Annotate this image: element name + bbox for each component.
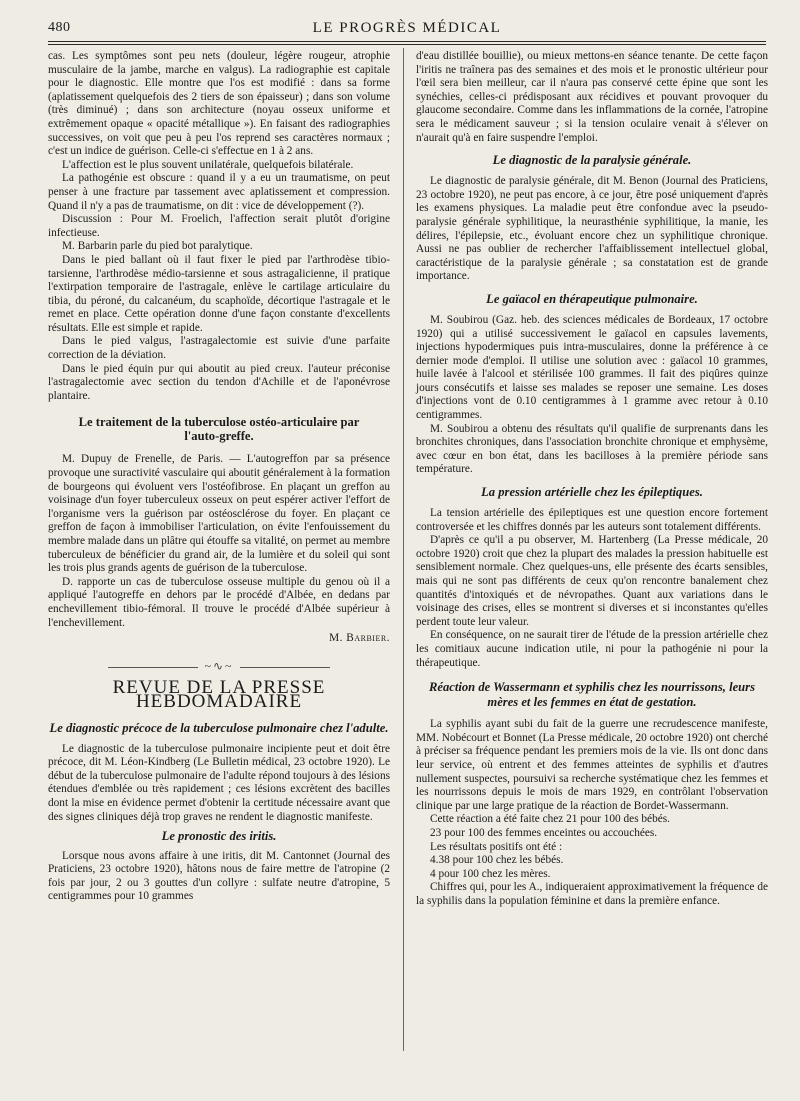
paragraph: Discussion : Pour M. Froelich, l'affection serait plutôt d'origine infectieuse. bbox=[48, 213, 390, 239]
paragraph: M. Dupuy de Frenelle, de Paris. — L'autogreffon par sa présence provoque une suractivité vasculaire qui aboutit généralement à la formation de bourgeons qui évoluent vers l'ostéofibrose. En plaçant un greffon au voisinage d'un foyer tuberculeux osseux on peut espérer activer l'effort de l'organisme vers la guérison par ostéosclérose du foyer. En plaçant ce greffon de façon à immobiliser l'articulation, on évite l'enfouissement du membre malade dans un plâtre qui étouffe sa vitalité, on permet au membre tuberculeux de bénéficier du grand air, de la lumière et du soleil qui sont les trois plus grands agents de guérison de la tuberculose. bbox=[48, 453, 390, 575]
paragraph: Cette réaction a été faite chez 21 pour 100 des bébés. bbox=[430, 813, 670, 826]
paragraph: D. rapporte un cas de tuberculose osseuse multiple du genou où il a appliqué l'autogreffe en dehors par le procédé d'Albée, en dedans par enchevillement tibio-fémoral. Il trouve le procédé d'Albée supérieur à l'enchevillement. bbox=[48, 575, 390, 629]
paragraph: Dans le pied ballant où il faut fixer le pied par l'arthrodèse tibio-tarsienne, l'arthrodèse médio-tarsienne et sous astragalicienne, il pratique l'extirpation temporaire de l'astragale, enlève le cartilage articulaire du tibia, du péroné, du calcanéum, du scaphoïde, décortique l'astragale et le remet en place. Cette opération donne d'une façon constante d'excellents résultats. Elle est simple et rapide. bbox=[48, 253, 390, 334]
paragraph: 4.38 pour 100 chez les bébés. bbox=[430, 854, 564, 867]
left-column bbox=[48, 50, 390, 904]
paragraph: L'affection est le plus souvent unilatérale, quelquefois bilatérale. bbox=[62, 158, 354, 171]
revue-title: REVUE DE LA PRESSE HEBDOMADAIRE bbox=[112, 677, 326, 712]
paragraph: cas. Les symptômes sont peu nets (douleur, légère rougeur, atrophie musculaire de la jambe, marche en valgus). La radiographie est capitale pour le diagnostic. Elle montre que l'os est modifié : dans sa forme (aplatissement quelquefois des 2 tiers de son épaisseur) ; dans son volume (très diminué) ; dans son architecture (noyau osseux uniforme et extrêmement opaque « opacité métallique »). En faisant des radiographies successives, on voit que peu à peu l'os reprend ses caractères normaux ; c'est un indice de guérison. Celle-ci s'effectue en 1 à 2 ans. bbox=[48, 50, 390, 158]
paragraph: Le diagnostic de la tuberculose pulmonaire incipiente peut et doit être précoce, dit M. Léon-Kindberg (Le Bulletin médical, 23 octobre 1920). Le début de la tuberculose pulmonaire de l'adulte répond toujours à des lésions étendues d'emblée ou très rapidement ; ces lésions excrètent des bacilles dont la mise en évidence permet d'obtenir la certitude nécessaire avant que des signes cliniques déjà trop graves ne rendent le diagnostic manifeste. bbox=[48, 742, 390, 823]
paragraph: Chiffres qui, pour les A., indiqueraient approximativement la fréquence de la syphilis dans la population féminine et dans la première enfance. bbox=[416, 881, 768, 907]
section-heading: Le gaïacol en thérapeutique pulmonaire. bbox=[486, 291, 698, 306]
paragraph: En conséquence, on ne saurait tirer de l'étude de la pression artérielle chez les comitiaux aucune indication utile, ni pour la pathogénie ni pour la thérapeutique. bbox=[416, 629, 768, 669]
paragraph: La tension artérielle des épileptiques est une question encore fortement controversée et les chiffres donnés par les auteurs sont totalement différents. bbox=[416, 507, 768, 533]
section-heading: Réaction de Wassermann et syphilis chez les nourrissons, leurs mères et les femmes en état de gestation. bbox=[429, 680, 755, 710]
page-header bbox=[48, 20, 766, 40]
section-heading: Le traitement de la tuberculose ostéo-articulaire par l'auto-greffe. bbox=[78, 415, 360, 444]
header-rule bbox=[48, 41, 766, 45]
paragraph: M. Soubirou a obtenu des résultats qu'il qualifie de surprenants dans les bronchites chroniques, dans l'association bronchite chronique et emphysème, avec cœur en bon état, dans les bacilloses à la première période sans température. bbox=[416, 422, 768, 476]
journal-title: LE PROGRÈS MÉDICAL bbox=[312, 20, 502, 36]
paragraph: Le diagnostic de paralysie générale, dit M. Benon (Journal des Praticiens, 23 octobre 1920), ne peut pas encore, à ce jour, être posé uniquement d'après les examens physiques. La maladie peut être confondue avec la pseudo-paralysie générale syphilitique, la neurasthénie syphilitique, la manie, les délires, l'épilepsie, etc., évoluant encore chez un syphilitique chronique. Aussi ne pas oublier de rechercher l'affaiblissement intellectuel global, caractéristique de la paralysie générale ; sa constatation est de grande importance. bbox=[416, 175, 768, 283]
section-heading: Le pronostic des iritis. bbox=[161, 829, 277, 844]
section-heading: Le diagnostic précoce de la tuberculose pulmonaire chez l'adulte. bbox=[49, 720, 389, 735]
paragraph: M. Soubirou (Gaz. heb. des sciences médicales de Bordeaux, 17 octobre 1920) qui a utilisé successivement le gaïacol en capsules lavements, injections hypodermiques puis intra-musculaires, donne la préférence à ce dernier mode d'emploi. Il utilise une solution avec : gaïacol 10 grammes, huile lavée à l'alcool et stérilisée 100 grammes. Il fait des piqûres quinze jours consécutifs et laisse ses malades se reposer une semaine. Les doses d'injections vont de 0.10 centigrammes à 1 gramme avec retour à 0.10 centigrammes. bbox=[416, 313, 768, 422]
right-column bbox=[416, 50, 768, 908]
paragraph: Les résultats positifs ont été : bbox=[430, 840, 563, 853]
section-heading: La pression artérielle chez les épileptiques. bbox=[481, 485, 703, 500]
paragraph: La pathogénie est obscure : quand il y a eu un traumatisme, on peut penser à une fracture par tassement avec aplatissement et compression. Quand il n'y a pas de traumatisme, on dit : vice de développement (?). bbox=[48, 172, 390, 212]
paragraph: La syphilis ayant subi du fait de la guerre une recrudescence manifeste, MM. Nobécourt et Bonnet (La Presse médicale, 20 octobre 1920) ont cherché à préciser sa fréquence pendant les premiers mois de la vie. Ils ont donc dans leur service, où entrent et des femmes atteintes de syphilis et d'autres nullement suspectes, poursuivi sa recherche systématique chez les femmes et les nourrissons depuis le mois de mars 1929, en contrôlant l'observation clinique par une large pratique de la réaction de Bordet-Wassermann. bbox=[416, 718, 768, 812]
column-divider bbox=[403, 48, 404, 1051]
paragraph: d'eau distillée bouillie), ou mieux mettons-en séance tenante. De cette façon l'iritis ne traînera pas des semaines et des mois et le pronostic ultérieur pour l'œil sera bien meilleur, car il n'aura pas conservé cette épine que sont les synéchies, celles-ci prédisposant aux récidives et pouvant provoquer du glaucome secondaire. Comme dans les inflammations de la cornée, l'atropine sera le médicament sauveur ; si la tension oculaire venait à s'élever on n'aurait qu'à en faire suspendre l'emploi. bbox=[416, 50, 768, 144]
author-signature: M. Barbier. bbox=[329, 632, 390, 645]
page-number: 480 bbox=[48, 20, 71, 35]
section-heading: Le diagnostic de la paralysie générale. bbox=[492, 153, 692, 168]
paragraph: 4 pour 100 chez les mères. bbox=[430, 867, 551, 880]
paragraph: M. Barbarin parle du pied bot paralytique. bbox=[62, 240, 253, 253]
paragraph: Lorsque nous avons affaire à une iritis, dit M. Cantonnet (Journal des Praticiens, 23 octobre 1920), hâtons nous de faire mettre de l'atropine (2 fois par jour, 2 ou 3 gouttes d'un collyre : sulfate neutre d'atropine, 5 centigrammes pour 10 grammes bbox=[48, 849, 390, 903]
paragraph: 23 pour 100 des femmes enceintes ou accouchées. bbox=[430, 826, 658, 839]
paragraph: D'après ce qu'il a pu observer, M. Hartenberg (La Presse médicale, 20 octobre 1920) croit que chez la plupart des malades la pression habituelle est sensiblement normale. Chez quelques-uns, elle présente des écarts sensibles, mais qui ne sont pas différents de ceux qu'on rencontre banalement chez quantités d'intoxiqués et de névropathes. Quant aux variations dans le voisinage des crises, elles se montrent si diverses et si inconstantes qu'elles perdent toute leur valeur. bbox=[416, 534, 768, 628]
ornament-divider: ~∿~ bbox=[48, 660, 390, 674]
paragraph: Dans le pied équin pur qui aboutit au pied creux. l'auteur préconise l'astragalectomie avec section du tendon d'Achille et de l'aponévrose plantaire. bbox=[48, 362, 390, 402]
paragraph: Dans le pied valgus, l'astragalectomie est suivie d'une parfaite correction de la déviation. bbox=[48, 335, 390, 362]
